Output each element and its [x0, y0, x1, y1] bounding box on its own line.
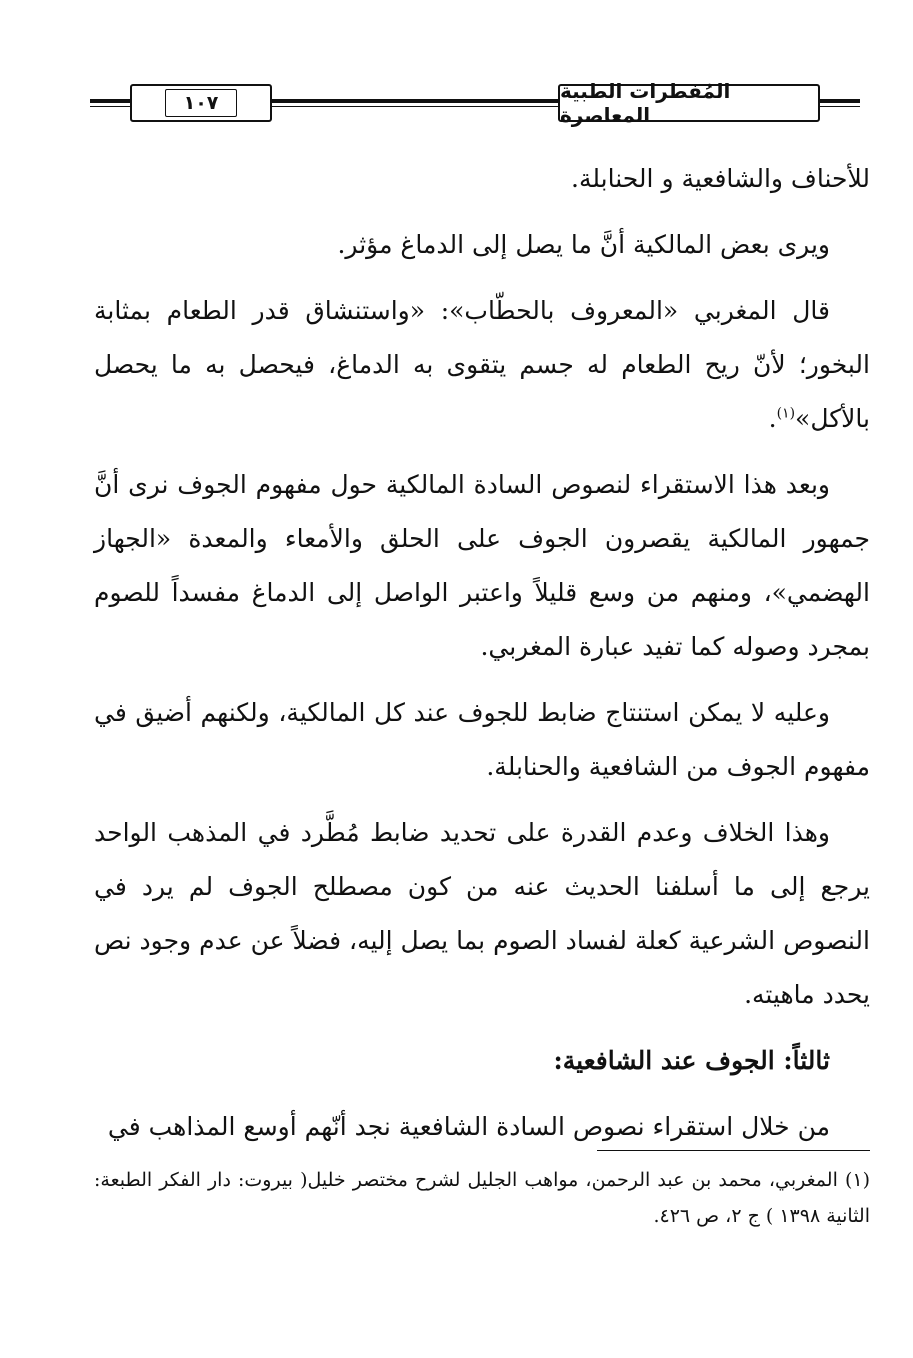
page-number: ١٠٧: [165, 89, 238, 117]
header-rule-left: [90, 99, 130, 103]
header-rule-middle-thin: [272, 106, 558, 107]
header-rule-middle: [272, 99, 558, 103]
paragraph: من خلال استقراء نصوص السادة الشافعية نجد أنّهم أوسع المذاهب في: [107, 1112, 830, 1141]
footnote-separator: [597, 1150, 870, 1151]
paragraph: للأحناف والشافعية و الحنابلة.: [571, 164, 870, 193]
header-rule-right: [820, 99, 860, 103]
paragraph: ويرى بعض المالكية أنَّ ما يصل إلى الدماغ مؤثر.: [337, 230, 830, 259]
paragraph: وعليه لا يمكن استنتاج ضابط للجوف عند كل المالكية، ولكنهم أضيق في مفهوم الجوف من الشافعية والحنابلة.: [94, 698, 870, 781]
book-title: المُفطرات الطبية المعاصرة: [558, 84, 820, 122]
quote-text: قال المغربي «المعروف بالحطّاب»: «واستنشاق قدر الطعام بمثابة البخور؛ لأنّ ريح الطعام له جسم يتقوى به الدماغ، فيحصل به ما يحصل بالأكل»: [94, 296, 870, 433]
paragraph-quote: قال المغربي «المعروف بالحطّاب»: «واستنشاق قدر الطعام بمثابة البخور؛ لأنّ ريح الطعام له جسم يتقوى به الدماغ، فيحصل به ما يحصل بالأكل»$^{(١)}$.: [94, 296, 870, 433]
header-rule-right-thin: [820, 106, 860, 107]
page-number-frame: [130, 84, 272, 122]
footnote-ref: (١): [776, 405, 796, 422]
paragraph: وهذا الخلاف وعدم القدرة على تحديد ضابط مُطَّرد في المذهب الواحد يرجع إلى ما أسلفنا الحديث عنه من كون مصطلح الجوف لم يرد في النصوص الشرعية كعلة لفساد الصوم بما يصل إليه، فضلاً عن عدم وجود نص يحدد ماهيته.: [94, 818, 870, 1009]
page-body: [94, 152, 870, 1166]
page-header: [90, 79, 860, 127]
section-heading: ثالثاً: الجوف عند الشافعية:: [553, 1046, 830, 1075]
paragraph: وبعد هذا الاستقراء لنصوص السادة المالكية حول مفهوم الجوف نرى أنَّ جمهور المالكية يقصرون الجوف على الحلق والأمعاء والمعدة «الجهاز الهضمي»، ومنهم من وسع قليلاً واعتبر الواصل إلى الدماغ مفسداً للصوم بمجرد وصوله كما تفيد عبارة المغربي.: [94, 470, 870, 661]
footnote: (١) المغربي، محمد بن عبد الرحمن، مواهب الجليل لشرح مختصر خليل( بيروت: دار الفكر الطبعة: الثانية ١٣٩٨ ) ج ٢، ص ٤٢٦.: [94, 1169, 870, 1227]
header-rule-left-thin: [90, 106, 130, 107]
